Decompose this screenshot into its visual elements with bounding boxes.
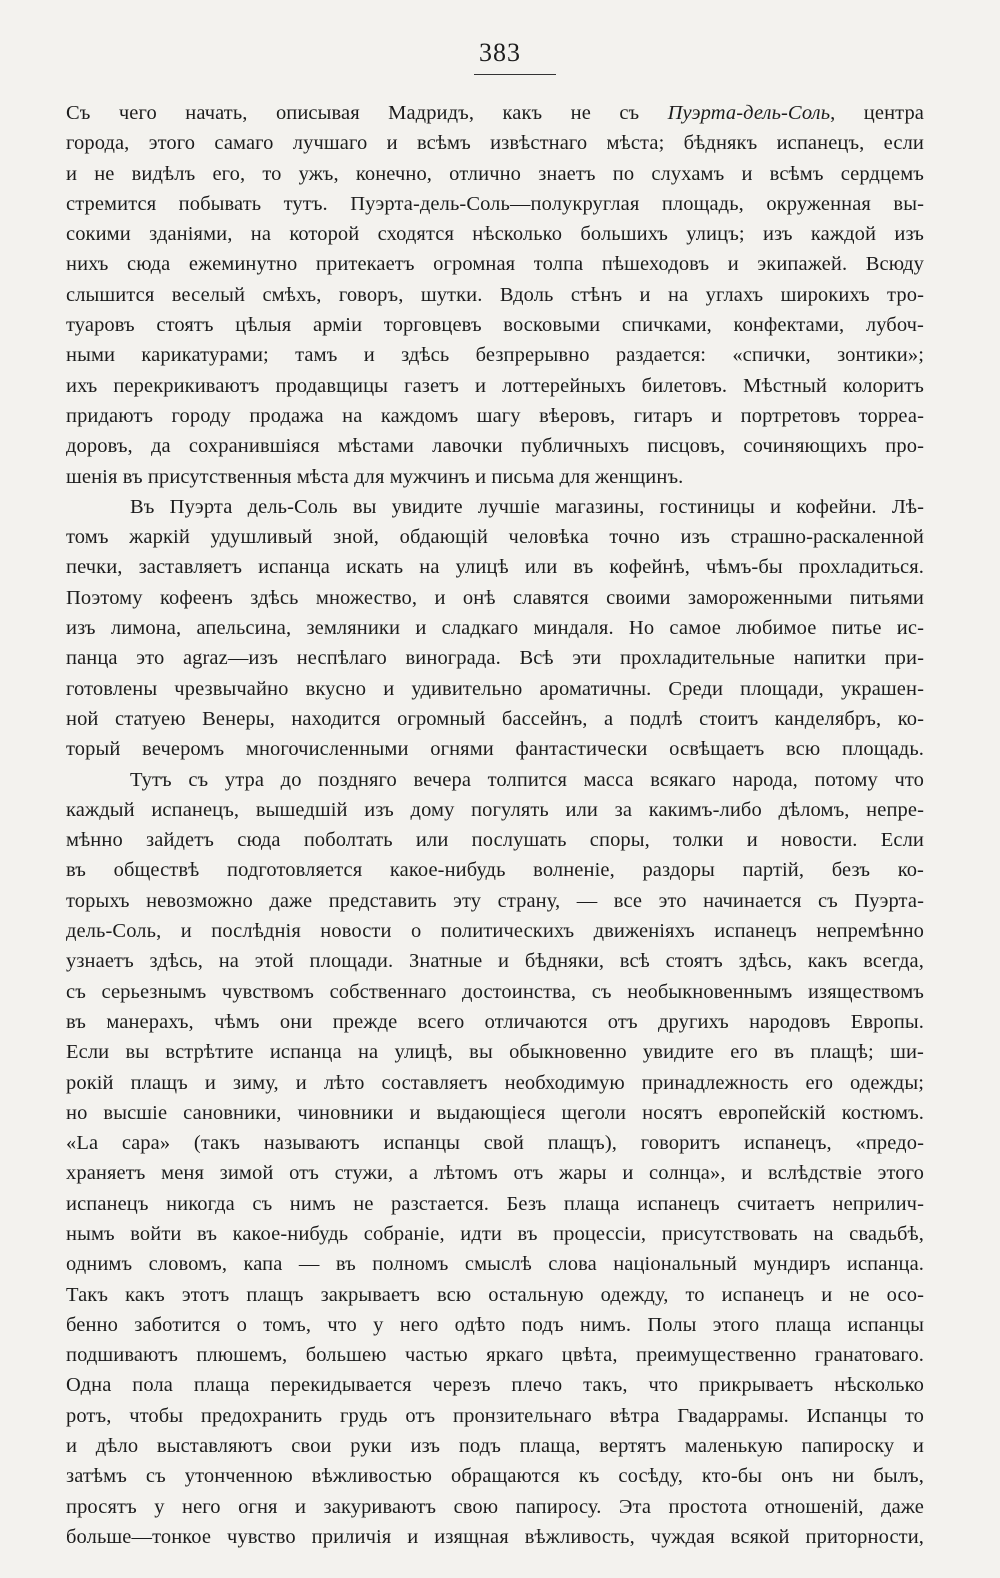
text-line: [66, 765, 924, 795]
text-line: [66, 855, 924, 885]
paragraph: [66, 492, 924, 765]
text-run: панца это agraz—изъ неспѣлаго винограда. Всѣ эти прохладительные напитки при-: [66, 647, 924, 670]
text-run: готовлены чрезвычайно вкусно и удивительно ароматичны. Среди площади, украшен-: [66, 677, 924, 700]
text-run: каждый испанецъ, вышедшій изъ дому погулять или за какимъ-либо дѣломъ, непре-: [66, 798, 924, 821]
text-run: стремится побывать тутъ. Пуэрта-дель-Соль—полукруглая площадь, окруженная вы-: [66, 192, 924, 215]
text-run: сокими зданіями, на которой сходятся нѣсколько большихъ улицъ; изъ каждой изъ: [66, 223, 924, 246]
text-line: [66, 552, 924, 582]
text-run: торыхъ невозможно даже представить эту страну, — все это начинается съ Пуэрта-: [66, 889, 924, 912]
text-run: изъ лимона, апельсина, земляники и сладкаго миндаля. Но самое любимое питье ис-: [66, 617, 924, 640]
text-line: [66, 825, 924, 855]
text-line: [66, 1037, 924, 1067]
text-line: [66, 1280, 924, 1310]
text-line: [66, 946, 924, 976]
text-run: Въ Пуэрта дель-Соль вы увидите лучшіе магазины, гостиницы и кофейни. Лѣ-: [130, 495, 924, 518]
text-line: [66, 340, 924, 370]
text-line: [66, 431, 924, 461]
text-line: [66, 1431, 924, 1461]
text-line: [66, 128, 924, 158]
text-line: [66, 522, 924, 552]
text-line: [66, 310, 924, 340]
text-run: рокій плащъ и зиму, и лѣто составляетъ необходимую принадлежность его одежды;: [66, 1071, 924, 1094]
text-line: [66, 219, 924, 249]
text-run: , центра: [830, 102, 924, 124]
text-run: печки, заставляетъ испанца искать на улицѣ или въ кофейнѣ, чѣмъ-бы прохладиться.: [66, 556, 924, 579]
paragraph: [66, 765, 924, 1553]
text-run: нымъ войти въ какое-нибудь собраніе, идти въ процессіи, присутствовать на свадьбѣ,: [66, 1222, 924, 1245]
text-line: [66, 1492, 924, 1522]
text-run: и дѣло выставляютъ свои руки изъ подъ плаща, вертятъ маленькую папироску и: [66, 1435, 924, 1458]
text-line: [66, 249, 924, 279]
text-line: [66, 613, 924, 643]
text-line: [66, 189, 924, 219]
body-text: [66, 98, 924, 1552]
text-run: ротъ, чтобы предохранить грудь отъ пронзительнаго вѣтра Гвадаррамы. Испанцы то: [66, 1404, 924, 1427]
text-line: [66, 1128, 924, 1158]
text-run: томъ жаркій удушливый зной, обдающій человѣка точно изъ страшно-раскаленной: [66, 526, 924, 549]
text-line: [66, 1249, 924, 1279]
text-run: однимъ словомъ, капа — въ полномъ смыслѣ слова національный мундиръ испанца.: [66, 1253, 924, 1276]
text-line: [66, 1461, 924, 1491]
italic-text: Пуэрта-дель-Соль: [667, 102, 831, 124]
text-line: [66, 795, 924, 825]
text-line: [66, 1310, 924, 1340]
text-line: [66, 1007, 924, 1037]
text-run: «La capa» (такъ называютъ испанцы свой плащъ), говоритъ испанецъ, «предо-: [66, 1132, 924, 1155]
page-number: 383: [479, 38, 521, 67]
text-line: [66, 977, 924, 1007]
text-run: торый вечеромъ многочисленными огнями фантастически освѣщаетъ всю площадь.: [66, 738, 924, 761]
text-run: просятъ у него огня и закуриваютъ свою папиросу. Эта простота отношеній, даже: [66, 1495, 924, 1518]
text-run: въ манерахъ, чѣмъ они прежде всего отличаются отъ другихъ народовъ Европы.: [66, 1010, 924, 1033]
text-run: испанецъ никогда съ нимъ не разстается. Безъ плаща испанецъ считаетъ неприлич-: [66, 1192, 924, 1215]
text-run: Поэтому кофеенъ здѣсь множество, и онѣ славятся своими замороженными питьями: [66, 586, 924, 609]
text-line: [66, 462, 924, 492]
text-run: но высшіе сановники, чиновники и выдающіеся щеголи носятъ европейскій костюмъ.: [66, 1101, 924, 1124]
text-line: [66, 1401, 924, 1431]
text-line: [66, 704, 924, 734]
text-run: ной статуею Венеры, находится огромный бассейнъ, а подлѣ стоитъ канделябръ, ко-: [66, 707, 924, 730]
text-run: ихъ перекрикиваютъ продавщицы газетъ и лоттерейныхъ билетовъ. Мѣстный колоритъ: [66, 374, 924, 397]
text-line: [66, 1340, 924, 1370]
text-run: затѣмъ съ утонченною вѣжливостью обращаются къ сосѣду, кто-бы онъ ни былъ,: [66, 1465, 924, 1488]
text-line: [66, 734, 924, 764]
text-run: Съ чего начать, описывая Мадридъ, какъ не съ: [66, 102, 668, 124]
text-line: [66, 916, 924, 946]
text-line: [66, 401, 924, 431]
text-line: [66, 1522, 924, 1552]
text-run: туаровъ стоятъ цѣлыя арміи торговцевъ восковыми спичками, конфектами, лубоч-: [66, 314, 924, 337]
text-run: ными карикатурами; тамъ и здѣсь безпрерывно раздается: «спички, зонтики»;: [66, 344, 924, 367]
text-run: и не видѣлъ его, то ужъ, конечно, отлично знаетъ по слухамъ и всѣмъ сердцемъ: [66, 162, 924, 185]
text-line: [66, 1219, 924, 1249]
text-run: Тутъ съ утра до поздняго вечера толпится масса всякаго народа, потому что: [130, 768, 924, 791]
text-run: бенно заботится о томъ, что у него одѣто подъ нимъ. Полы этого плаща испанцы: [66, 1313, 924, 1336]
text-line: [66, 583, 924, 613]
text-run: доровъ, да сохранившіяся мѣстами лавочки публичныхъ писцовъ, сочиняющихъ про-: [66, 435, 924, 458]
text-run: Одна пола плаща перекидывается черезъ плечо такъ, что прикрываетъ нѣсколько: [66, 1374, 924, 1397]
text-line: [66, 1189, 924, 1219]
text-line: [66, 98, 924, 128]
text-run: больше—тонкое чувство приличія и изящная вѣжливость, чуждая всякой приторности,: [66, 1525, 924, 1548]
text-run: нихъ сюда ежеминутно притекаетъ огромная толпа пѣшеходовъ и экипажей. Всюду: [66, 253, 924, 276]
text-run: города, этого самаго лучшаго и всѣмъ извѣстнаго мѣста; бѣднякъ испанецъ, если: [66, 132, 924, 155]
text-line: [66, 280, 924, 310]
text-run: мѣнно зайдетъ сюда поболтать или послушать споры, толки и новости. Если: [66, 829, 924, 852]
text-run: съ серьезнымъ чувствомъ собственнаго достоинства, съ необыкновеннымъ изяществомъ: [66, 980, 924, 1003]
paragraph: [66, 98, 924, 492]
text-line: [66, 643, 924, 673]
text-run: слышится веселый смѣхъ, говоръ, шутки. Вдоль стѣнъ и на углахъ широкихъ тро-: [66, 283, 924, 306]
text-line: [66, 1068, 924, 1098]
text-run: дель-Соль, и послѣднія новости о политическихъ движеніяхъ испанецъ непремѣнно: [66, 920, 924, 943]
text-line: [66, 1098, 924, 1128]
text-run: Такъ какъ этотъ плащъ закрываетъ всю остальную одежду, то испанецъ и не осо-: [66, 1283, 924, 1306]
text-line: [66, 159, 924, 189]
text-run: узнаетъ здѣсь, на этой площади. Знатные и бѣдняки, всѣ стоятъ здѣсь, какъ всегда,: [66, 950, 924, 973]
text-run: шенія въ присутственныя мѣста для мужчинъ и письма для женщинъ.: [66, 465, 684, 488]
text-line: [66, 886, 924, 916]
text-run: храняетъ меня зимой отъ стужи, а лѣтомъ отъ жары и солнца», и вслѣдствіе этого: [66, 1162, 924, 1185]
text-line: [66, 492, 924, 522]
page-number-rule: [474, 74, 556, 75]
text-run: въ обществѣ подготовляется какое-нибудь волненіе, раздоры партій, безъ ко-: [66, 859, 924, 882]
text-line: [66, 1370, 924, 1400]
text-line: [66, 371, 924, 401]
text-run: придаютъ городу продажа на каждомъ шагу вѣеровъ, гитаръ и портретовъ торреа-: [66, 404, 924, 427]
text-run: Если вы встрѣтите испанца на улицѣ, вы обыкновенно увидите его въ плащѣ; ши-: [66, 1041, 924, 1064]
text-line: [66, 674, 924, 704]
text-run: подшиваютъ плюшемъ, большею частью яркаго цвѣта, преимущественно гранатоваго.: [66, 1344, 924, 1367]
text-line: [66, 1158, 924, 1188]
